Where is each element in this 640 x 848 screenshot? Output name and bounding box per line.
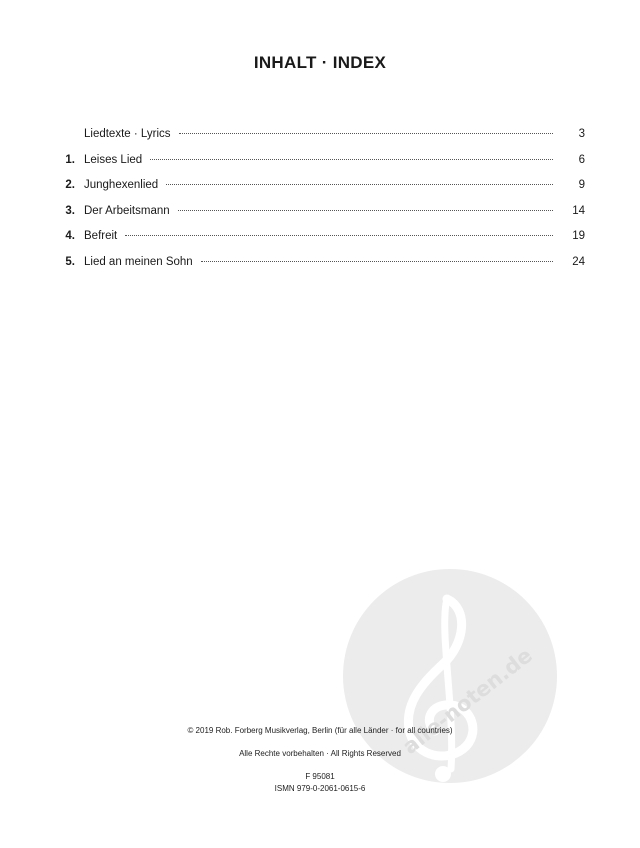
toc-entry (55, 256, 585, 282)
toc-entry-number: 5. (65, 255, 75, 268)
toc-entry-page: 9 (578, 179, 585, 192)
toc-entry-number: 2. (65, 179, 75, 192)
toc-entry-title: Liedtexte · Lyrics (84, 128, 171, 140)
toc-entry-page: 14 (572, 204, 585, 217)
toc-entry (55, 205, 585, 231)
page-title: INHALT · INDEX (253, 53, 387, 72)
toc-entry-page: 6 (578, 153, 585, 166)
dot-leader (150, 159, 553, 160)
catalog-number: F 95081 (305, 772, 335, 781)
toc-entry (55, 154, 585, 180)
toc-entry (55, 230, 585, 256)
copyright-line: © 2019 Rob. Forberg Musikverlag, Berlin (für alle Länder · for all countries) (187, 726, 453, 735)
toc-entry (55, 179, 585, 205)
toc-entry-title: Leises Lied (84, 153, 143, 166)
toc-entry (55, 128, 585, 154)
watermark-text: alle-noten.de (398, 643, 537, 759)
toc-entry-page: 19 (572, 230, 585, 243)
dot-leader (179, 133, 554, 134)
toc-entry-number: 3. (65, 204, 75, 217)
dot-leader (125, 235, 553, 236)
rights-line: Alle Rechte vorbehalten · All Rights Reserved (239, 749, 401, 758)
dot-leader (178, 210, 553, 211)
toc-entry-page: 24 (572, 255, 585, 268)
dot-leader (201, 261, 553, 262)
toc-entry-title: Der Arbeitsmann (84, 204, 170, 217)
ismn-number: ISMN 979-0-2061-0615-6 (274, 784, 366, 793)
toc-entry-title: Lied an meinen Sohn (84, 255, 193, 268)
toc-entry-page: 3 (578, 128, 585, 140)
dot-leader (166, 184, 553, 185)
table-of-contents (55, 128, 585, 282)
toc-entry-number: 1. (65, 153, 75, 166)
toc-entry-title: Befreit (84, 230, 118, 243)
toc-entry-title: Junghexenlied (84, 179, 159, 192)
toc-entry-number: 4. (65, 230, 75, 243)
